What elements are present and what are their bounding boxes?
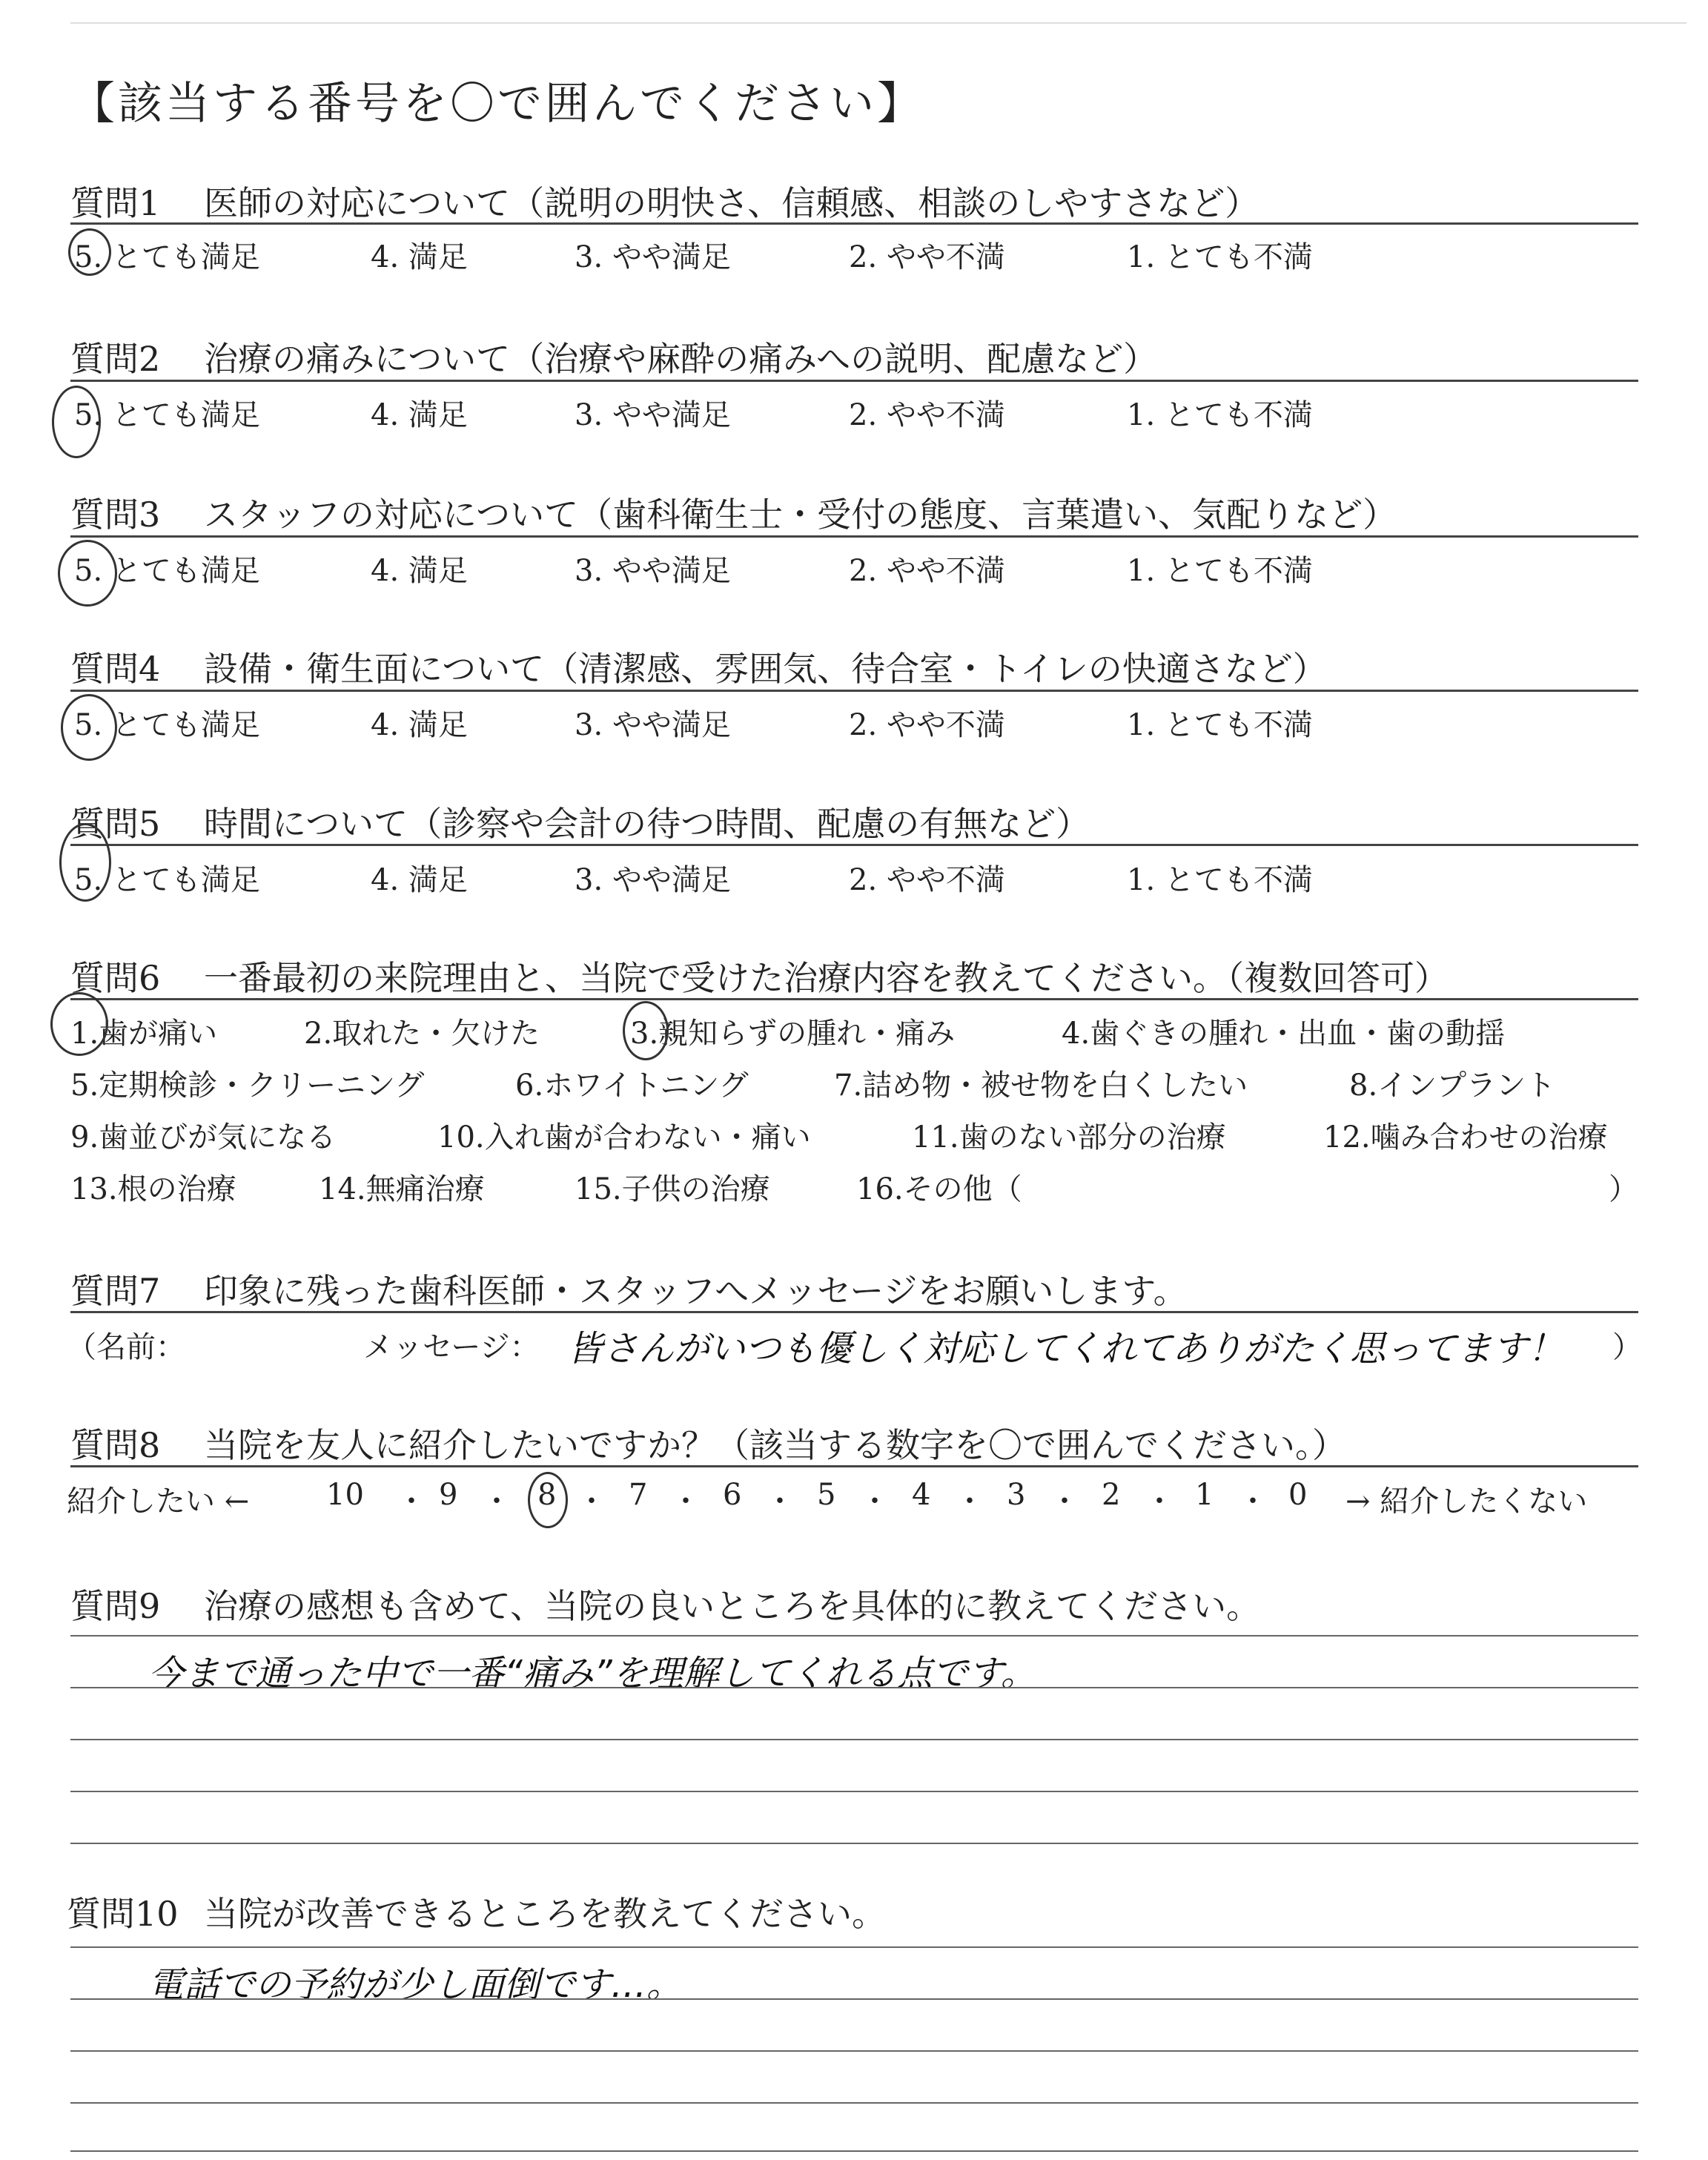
scale-dot: ・ (482, 1484, 512, 1519)
q6-option-8[interactable]: 8.インプラント (1349, 1069, 1556, 1103)
scale-dot: ・ (1050, 1484, 1079, 1519)
question-4-text: 設備・衛生面について（清潔感、雰囲気、待合室・トイレの快適さなど） (204, 649, 1327, 689)
q2-option-3[interactable]: 3. やや満足 (575, 398, 731, 432)
q1-option-5[interactable]: 5. とても満足 (74, 240, 260, 274)
q6-option-14[interactable]: 14.無痛治療 (319, 1172, 485, 1206)
question-5-label: 質問5 (70, 804, 161, 844)
selection-circle (623, 1001, 669, 1060)
question-5-text: 時間について（診察や会計の待つ時間、配慮の有無など） (204, 804, 1090, 844)
q1-option-2[interactable]: 2. やや不満 (849, 240, 1005, 274)
q6-other-close: ） (1609, 1172, 1638, 1206)
message-close: ） (1612, 1330, 1642, 1364)
answer-line (70, 2102, 1638, 2104)
answer-line (70, 2150, 1638, 2152)
q2-option-4[interactable]: 4. 満足 (371, 398, 468, 432)
q4-option-3[interactable]: 3. やや満足 (575, 708, 731, 742)
scale-0[interactable]: 0 (1288, 1478, 1308, 1512)
question-8-text: 当院を友人に紹介したいですか？（該当する数字を〇で囲んでください。） (204, 1425, 1346, 1465)
scale-2[interactable]: 2 (1102, 1478, 1121, 1512)
q6-option-15[interactable]: 15.子供の治療 (575, 1172, 770, 1206)
selection-circle (52, 386, 101, 458)
selection-circle (528, 1472, 568, 1528)
answer-line (70, 1946, 1638, 1948)
q1-option-4[interactable]: 4. 満足 (371, 240, 468, 274)
question-10-label: 質問10 (67, 1894, 179, 1934)
question-3-label: 質問3 (70, 495, 161, 535)
q5-option-3[interactable]: 3. やや満足 (575, 863, 731, 897)
q5-option-1[interactable]: 1. とても不満 (1127, 863, 1313, 897)
rule (70, 222, 1638, 225)
answer-line (70, 1739, 1638, 1740)
question-2-label: 質問2 (70, 339, 161, 379)
q5-option-5[interactable]: 5. とても満足 (74, 863, 260, 897)
scale-7[interactable]: 7 (629, 1478, 648, 1512)
q1-option-3[interactable]: 3. やや満足 (575, 240, 731, 274)
answer-line (70, 1843, 1638, 1844)
scale-3[interactable]: 3 (1007, 1478, 1026, 1512)
scale-5[interactable]: 5 (817, 1478, 836, 1512)
q2-option-5[interactable]: 5. とても満足 (74, 398, 260, 432)
recommend-left-label: 紹介したい ← (67, 1484, 250, 1519)
scale-dot: ・ (955, 1484, 984, 1519)
q5-option-4[interactable]: 4. 満足 (371, 863, 468, 897)
q3-option-3[interactable]: 3. やや満足 (575, 554, 731, 588)
answer-line (70, 1791, 1638, 1792)
q4-option-1[interactable]: 1. とても不満 (1127, 708, 1313, 742)
q6-option-16[interactable]: 16.その他（ (856, 1172, 1022, 1206)
recommend-right-label: → 紹介したくない (1345, 1484, 1588, 1519)
q4-option-2[interactable]: 2. やや不満 (849, 708, 1005, 742)
selection-circle (59, 823, 111, 902)
question-9-label: 質問9 (70, 1586, 161, 1626)
q3-option-5[interactable]: 5. とても満足 (74, 554, 260, 588)
question-3-text: スタッフの対応について（歯科衛生士・受付の態度、言葉遣い、気配りなど） (204, 495, 1397, 535)
scale-dot: ・ (1238, 1484, 1268, 1519)
q3-option-1[interactable]: 1. とても不満 (1127, 554, 1313, 588)
scale-10[interactable]: 10 (326, 1478, 364, 1512)
q6-option-11[interactable]: 11.歯のない部分の治療 (912, 1120, 1226, 1155)
question-9-text: 治療の感想も含めて、当院の良いところを具体的に教えてください。 (204, 1586, 1261, 1626)
answer-line (70, 1687, 1638, 1688)
q6-option-13[interactable]: 13.根の治療 (70, 1172, 236, 1206)
scale-8[interactable]: 8 (537, 1478, 557, 1512)
message-answer[interactable]: 皆さんがいつも優しく対応してくれてありがたく思ってます！ (567, 1328, 1564, 1370)
q6-option-10[interactable]: 10.入れ歯が合わない・痛い (437, 1120, 811, 1155)
scale-9[interactable]: 9 (439, 1478, 458, 1512)
question-7-label: 質問7 (70, 1271, 161, 1311)
scale-dot: ・ (397, 1484, 426, 1519)
q6-option-9[interactable]: 9.歯並びが気になる (70, 1120, 337, 1155)
q9-answer[interactable]: 今まで通った中で一番“痛み”を理解してくれる点です。 (148, 1653, 1036, 1694)
q6-option-1[interactable]: 1.歯が痛い (70, 1017, 218, 1051)
question-10-text: 当院が改善できるところを教えてください。 (204, 1894, 886, 1934)
scale-dot: ・ (1145, 1484, 1174, 1519)
q6-option-7[interactable]: 7.詰め物・被せ物を白くしたい (834, 1069, 1248, 1103)
q2-option-2[interactable]: 2. やや不満 (849, 398, 1005, 432)
question-6-text: 一番最初の来院理由と、当院で受けた治療内容を教えてください。（複数回答可） (204, 958, 1449, 998)
q4-option-4[interactable]: 4. 満足 (371, 708, 468, 742)
q3-option-2[interactable]: 2. やや不満 (849, 554, 1005, 588)
q10-answer[interactable]: 電話での予約が少し面倒です…。 (148, 1964, 683, 2006)
scale-4[interactable]: 4 (912, 1478, 931, 1512)
q6-option-3[interactable]: 3.親知らずの腫れ・痛み (630, 1017, 956, 1051)
scale-1[interactable]: 1 (1195, 1478, 1214, 1512)
rule (70, 1465, 1638, 1467)
top-border (70, 22, 1687, 24)
q4-option-5[interactable]: 5. とても満足 (74, 708, 260, 742)
selection-circle (58, 540, 117, 607)
scale-6[interactable]: 6 (723, 1478, 742, 1512)
rule (70, 690, 1638, 692)
rule (70, 844, 1638, 846)
rule (70, 998, 1638, 1000)
selection-circle (61, 694, 117, 761)
q5-option-2[interactable]: 2. やや不満 (849, 863, 1005, 897)
question-7-text: 印象に残った歯科医師・スタッフへメッセージをお願いします。 (204, 1271, 1188, 1311)
selection-circle (68, 228, 111, 276)
question-1-text: 医師の対応について（説明の明快さ、信頼感、相談のしやすさなど） (204, 183, 1260, 223)
q6-option-12[interactable]: 12.噛み合わせの治療 (1323, 1120, 1608, 1155)
question-1-label: 質問1 (70, 183, 161, 223)
selection-circle (50, 992, 108, 1056)
q6-option-6[interactable]: 6.ホワイトニング (515, 1069, 749, 1103)
q1-option-1[interactable]: 1. とても不満 (1127, 240, 1313, 274)
answer-line (70, 2050, 1638, 2052)
scale-dot: ・ (671, 1484, 701, 1519)
question-4-label: 質問4 (70, 649, 161, 689)
rule (70, 1311, 1638, 1313)
q6-option-5[interactable]: 5.定期検診・クリーニング (70, 1069, 425, 1103)
question-8-label: 質問8 (70, 1425, 161, 1465)
message-label: メッセージ： (363, 1330, 540, 1364)
question-2-text: 治療の痛みについて（治療や麻酔の痛みへの説明、配慮など） (204, 339, 1158, 379)
name-label: （名前： (67, 1330, 185, 1364)
rule (70, 380, 1638, 382)
q6-option-4[interactable]: 4.歯ぐきの腫れ・出血・歯の動揺 (1062, 1017, 1506, 1051)
scale-dot: ・ (860, 1484, 890, 1519)
rule (70, 535, 1638, 538)
answer-line (70, 1635, 1638, 1636)
q2-option-1[interactable]: 1. とても不満 (1127, 398, 1313, 432)
page-title: 【該当する番号を〇で囲んでください】 (70, 78, 924, 130)
q6-option-2[interactable]: 2.取れた・欠けた (304, 1017, 540, 1051)
answer-line (70, 1998, 1638, 2000)
q3-option-4[interactable]: 4. 満足 (371, 554, 468, 588)
scale-dot: ・ (765, 1484, 795, 1519)
scale-dot: ・ (577, 1484, 606, 1519)
question-6-label: 質問6 (70, 958, 161, 998)
